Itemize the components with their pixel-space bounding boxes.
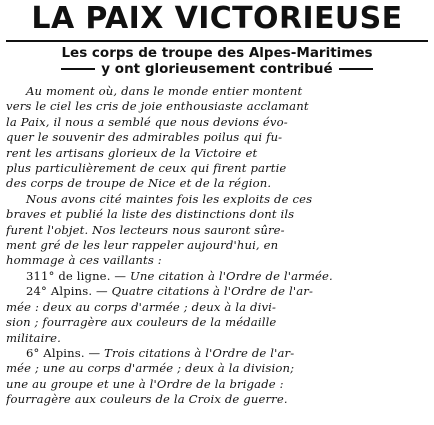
subhead-line-2: y ont glorieusement contribué (101, 61, 333, 77)
citation-line: mée : deux au corps d'armée ; deux à la divi- (6, 299, 277, 314)
headline-rule (6, 40, 428, 42)
citation-unit: 311° de ligne. (26, 268, 111, 283)
paragraph-1-line: des corps de troupe de Nice et de la région. (6, 176, 272, 191)
citation-24-alpins (6, 284, 428, 346)
citation-6-alpins (6, 346, 428, 408)
citation-text: — Quatre citations à l'Ordre de l'ar- (96, 284, 314, 299)
subheadline (6, 45, 428, 77)
citation-line (6, 346, 428, 361)
citation-unit: 24° Alpins. (26, 284, 93, 299)
citation-line: sion ; fourragère aux couleurs de la médaille (6, 315, 277, 330)
paragraph-2-line: Nous avons cité maintes fois les exploits de ces (26, 191, 313, 206)
paragraph-2-line: hommage à ces vaillants : (6, 253, 162, 268)
paragraph-1-line: vers le ciel les cris de joie enthousiaste acclamant (6, 99, 309, 114)
paragraph-1-line: plus particulièrement de ceux qui firent partie (6, 161, 287, 176)
subhead-dash-right (339, 68, 373, 70)
paragraph-1-line: Au moment où, dans le monde entier montent (26, 84, 303, 98)
paragraph-2 (6, 192, 428, 269)
paragraph-1 (6, 84, 428, 192)
citation-line (6, 284, 428, 299)
subhead-dash-left (61, 68, 95, 70)
paragraph-1-line: quer le souvenir des admirables poilus qui fu- (6, 130, 283, 145)
paragraph-1-line: rent les artisans glorieux de la Victoire et (6, 145, 258, 160)
citation-line: mée ; une au corps d'armée ; deux à la division; (6, 361, 295, 376)
paragraph-2-line: ment gré de les leur rappeler aujourd'hui, en (6, 238, 279, 253)
citation-line: fourragère aux couleurs de la Croix de guerre. (6, 392, 288, 407)
headline: LA PAIX VICTORIEUSE (31, 1, 403, 36)
paragraph-1-line: la Paix, il nous a semblé que nous devions évo- (6, 114, 288, 129)
citation-311-ligne (6, 269, 428, 284)
citation-line: militaire. (6, 330, 61, 345)
paragraph-2-line: furent l'objet. Nos lecteurs nous sauront sûre- (6, 222, 285, 237)
paragraph-2-line: braves et publié la liste des distinctions dont ils (6, 207, 295, 222)
subhead-line-2-wrap (6, 61, 428, 77)
citation-text: — Trois citations à l'Ordre de l'ar- (88, 345, 295, 360)
citation-text: — Une citation à l'Ordre de l'armée. (114, 268, 333, 283)
subhead-line-1: Les corps de troupe des Alpes-Maritimes (61, 45, 373, 61)
citation-line: une au groupe et une à l'Ordre de la brigade : (6, 376, 284, 391)
citation-line (6, 269, 428, 284)
citation-unit: 6° Alpins. (26, 345, 85, 360)
article-body (6, 84, 428, 408)
